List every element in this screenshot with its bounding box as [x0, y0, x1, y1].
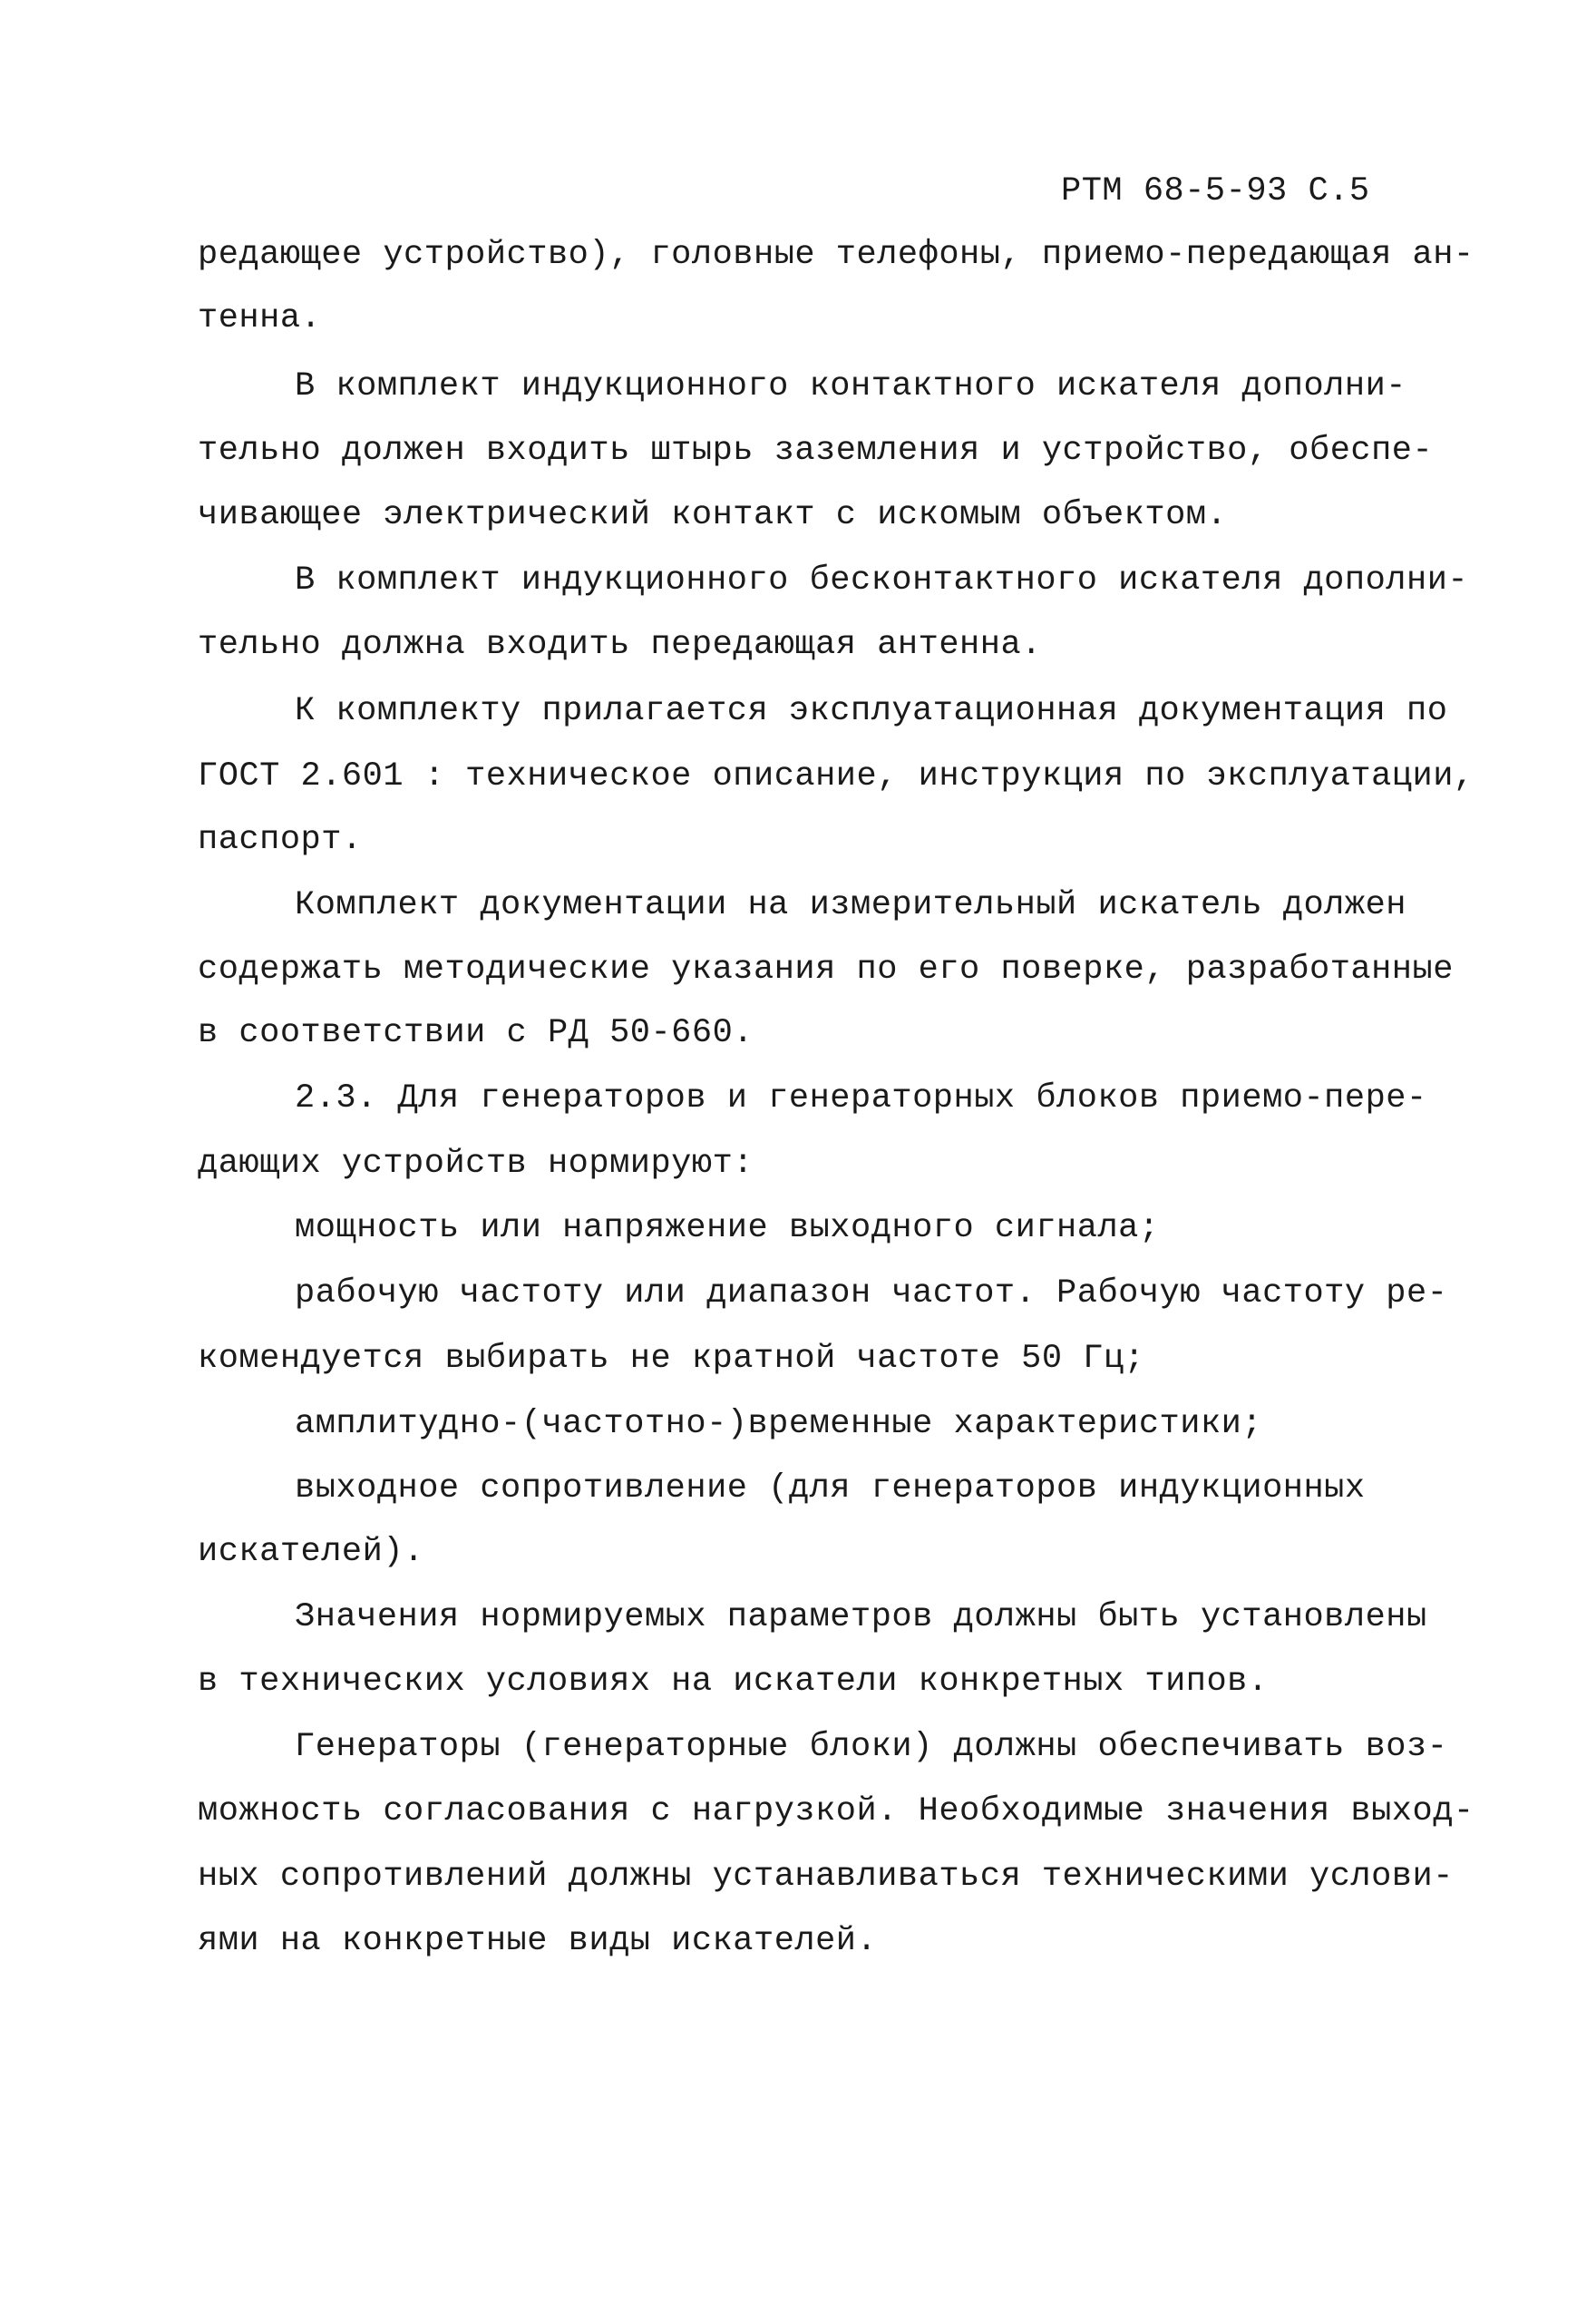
- text-line: чивающее электрический контакт с искомым объектом.: [198, 496, 1228, 534]
- text-line: содержать методические указания по его поверке, разработанные: [198, 951, 1454, 989]
- text-line: в соответствии с РД 50-660.: [198, 1014, 754, 1052]
- text-line: комендуется выбирать не кратной частоте 50 Гц;: [198, 1340, 1145, 1378]
- text-line: тенна.: [198, 299, 322, 337]
- text-line: в технических условиях на искатели конкретных типов.: [198, 1663, 1269, 1701]
- text-line: выходное сопротивление (для генераторов индукционных: [295, 1469, 1366, 1508]
- text-line: амплитудно-(частотно-)временные характеристики;: [295, 1405, 1263, 1443]
- text-line: ГОСТ 2.601 : техническое описание, инструкция по эксплуатации,: [198, 757, 1474, 795]
- text-line: паспорт.: [198, 821, 363, 859]
- text-line: В комплект индукционного контактного искателя дополни-: [295, 367, 1406, 405]
- text-line: Генераторы (генераторные блоки) должны обеспечивать воз-: [295, 1728, 1448, 1766]
- page-header: РТМ 68-5-93 С.5: [1061, 172, 1370, 210]
- text-line: редающее устройство), головные телефоны, приемо-передающая ан-: [198, 236, 1474, 274]
- text-line: тельно должен входить штырь заземления и устройство, обеспе-: [198, 432, 1434, 470]
- text-line: 2.3. Для генераторов и генераторных блоков приемо-пере-: [295, 1079, 1427, 1117]
- text-line: Комплект документации на измерительный искатель должен: [295, 886, 1406, 924]
- text-line: дающих устройств нормируют:: [198, 1145, 754, 1183]
- text-line: рабочую частоту или диапазон частот. Рабочую частоту ре-: [295, 1274, 1448, 1313]
- text-line: искателей).: [198, 1533, 424, 1571]
- text-line: К комплекту прилагается эксплуатационная документация по: [295, 692, 1448, 730]
- text-line: ями на конкретные виды искателей.: [198, 1922, 878, 1960]
- text-line: Значения нормируемых параметров должны быть установлены: [295, 1598, 1427, 1636]
- text-line: можность согласования с нагрузкой. Необходимые значения выход-: [198, 1792, 1474, 1830]
- text-line: В комплект индукционного бесконтактного искателя дополни-: [295, 561, 1469, 600]
- text-line: тельно должна входить передающая антенна.: [198, 626, 1042, 664]
- text-line: ных сопротивлений должны устанавливаться техническими услови-: [198, 1858, 1454, 1896]
- text-line: мощность или напряжение выходного сигнала;: [295, 1209, 1160, 1247]
